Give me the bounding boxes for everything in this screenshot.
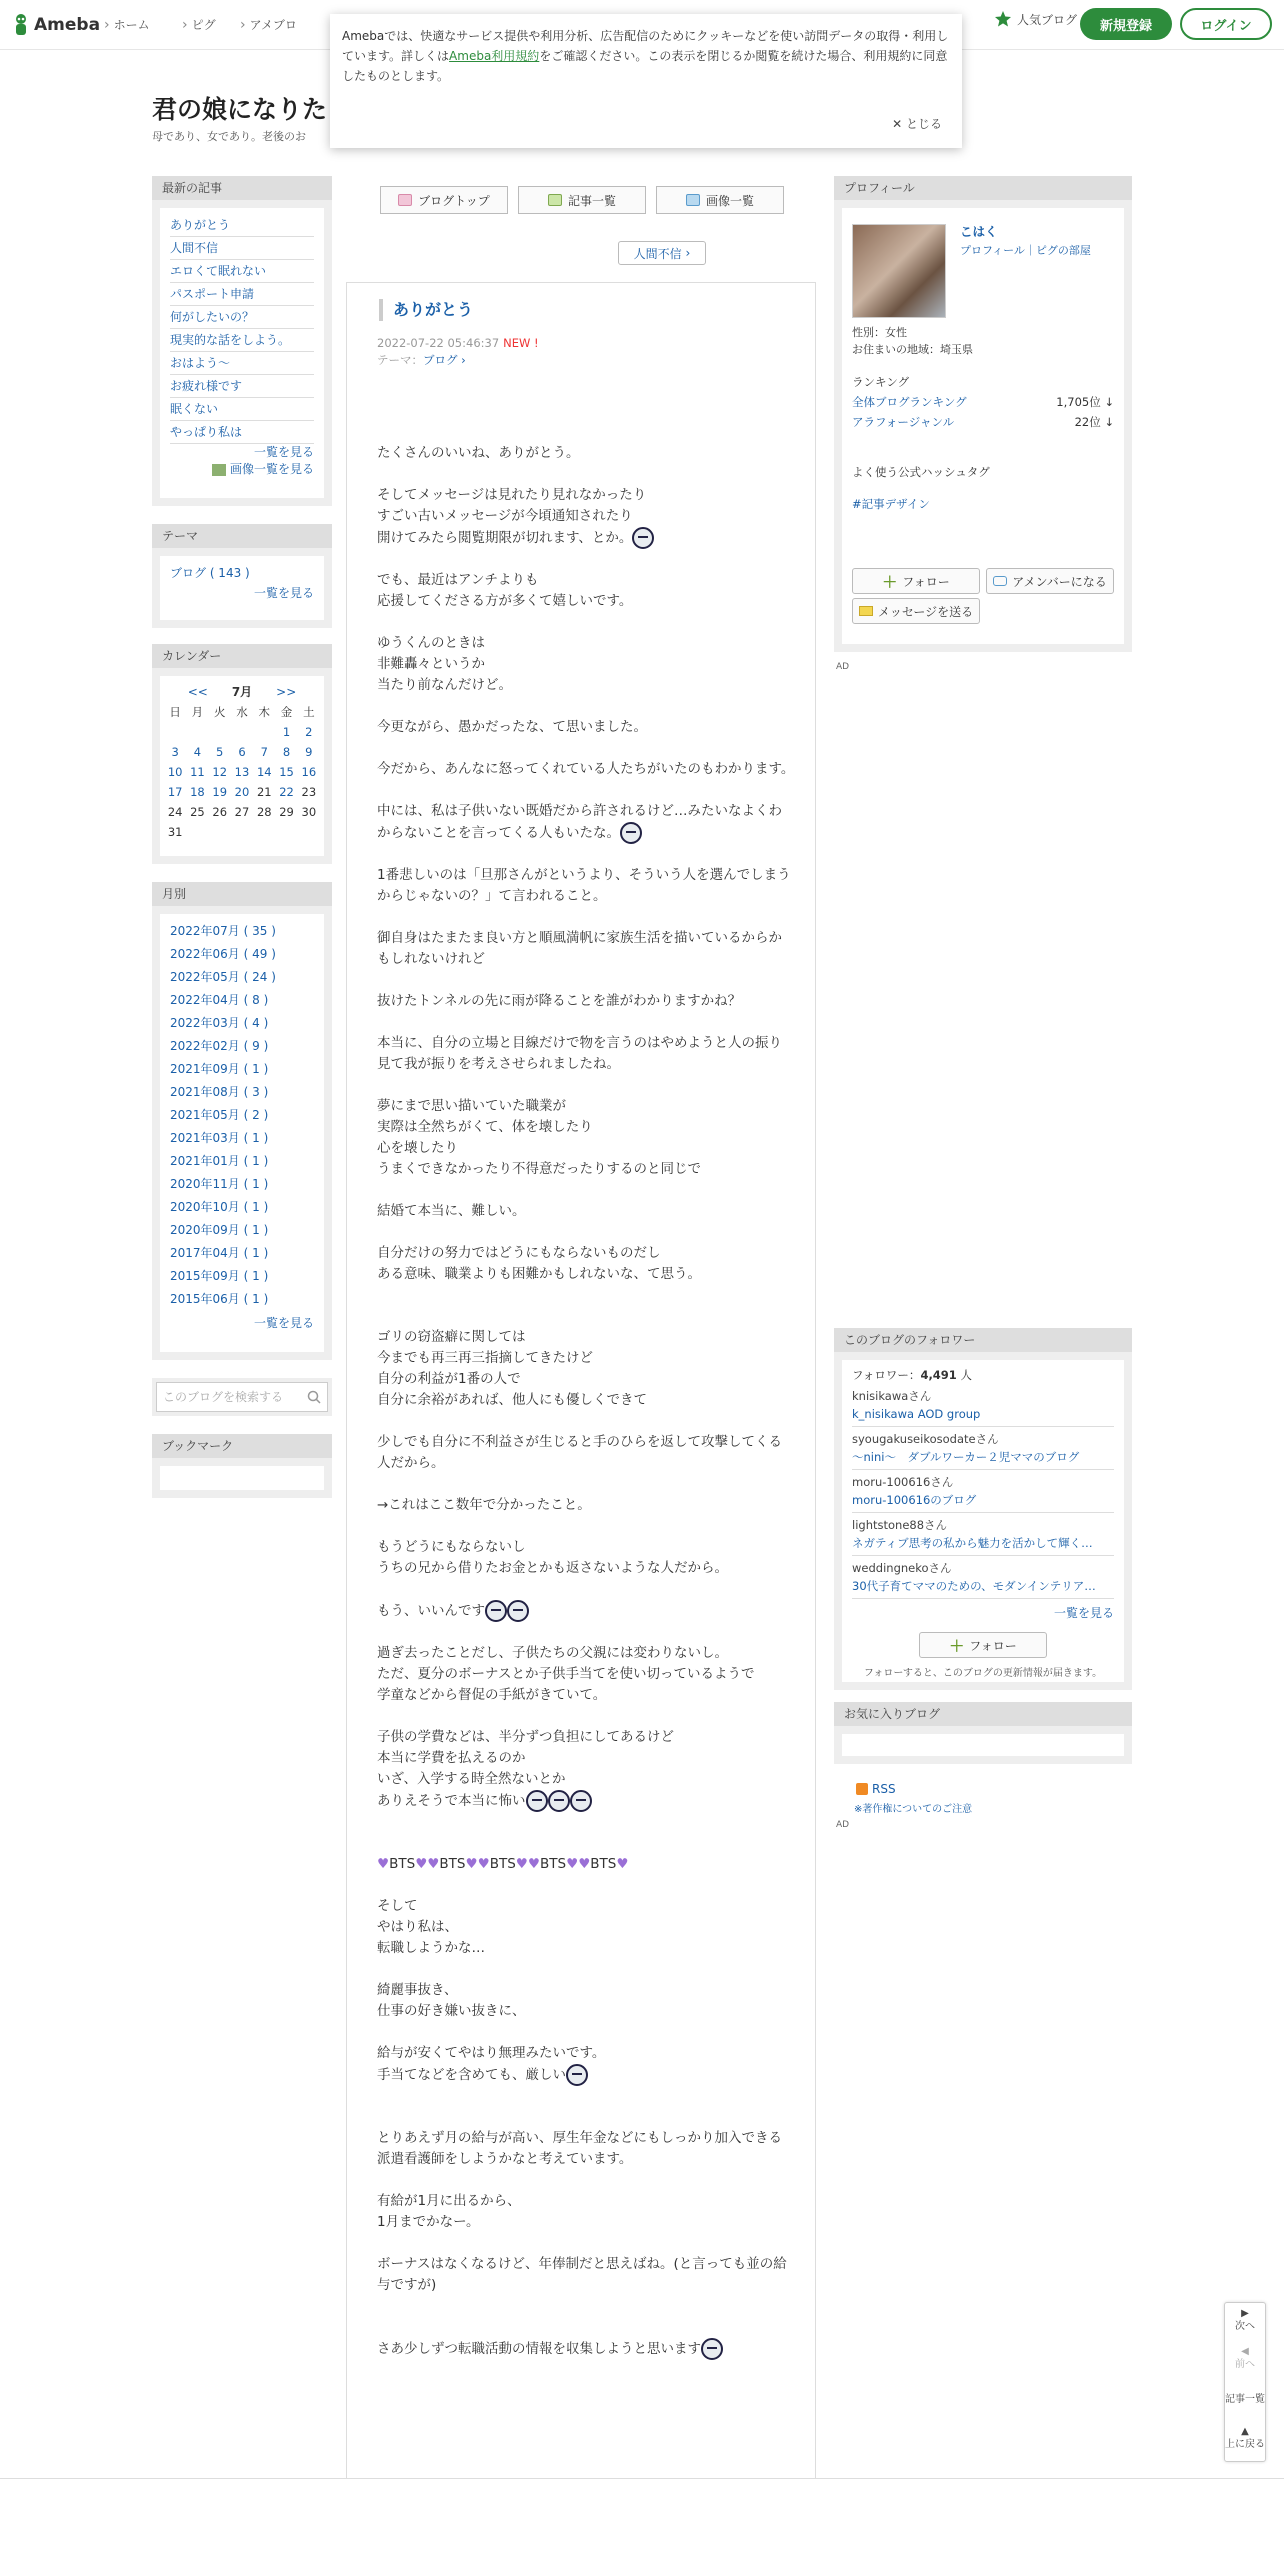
calendar-day[interactable]: 7	[260, 745, 268, 759]
close-icon: ✕	[892, 117, 906, 131]
prev-article-float-button[interactable]: ◀ 前へ	[1225, 2345, 1265, 2371]
article-theme-link[interactable]: ブログ	[423, 353, 458, 367]
calendar-prev-link[interactable]: <<	[187, 685, 208, 699]
calendar-day[interactable]: 8	[282, 745, 291, 759]
calendar-day: 29	[279, 805, 294, 819]
calendar-day[interactable]: 15	[279, 765, 294, 779]
favorite-blogs-heading: お気に入りブログ	[834, 1702, 1132, 1726]
monthly-archive-link[interactable]: 2017年04月 ( 1 )	[170, 1246, 269, 1260]
face-emoji-icon	[526, 1790, 548, 1812]
calendar-day[interactable]: 6	[238, 745, 246, 759]
article-paragraph: 有給が1月に出るから、 1月までかなー。	[377, 2193, 521, 2230]
calendar-weekday: 日	[169, 705, 181, 719]
purple-heart-icon: ♥	[427, 1856, 440, 1872]
recent-article-link[interactable]: おはよう〜	[170, 352, 314, 375]
calendar-day[interactable]: 10	[167, 765, 183, 779]
follower-item	[852, 1470, 1114, 1513]
monthly-archive-link[interactable]: 2020年11月 ( 1 )	[170, 1177, 269, 1191]
monthly-archive-link[interactable]: 2020年10月 ( 1 )	[170, 1200, 269, 1214]
bts-line: ♥BTS♥♥BTS♥♥BTS♥♥BTS♥♥BTS♥	[377, 1856, 629, 1872]
article-list-float-button[interactable]: 記事一覧	[1225, 2394, 1265, 2405]
face-emoji-icon	[548, 1790, 570, 1812]
cookie-text: Amebaでは、快適なサービス提供や利用分析、広告配信のためにクッキーなどを使い訪問データの取得・利用しています。詳しくはAmeba利用規約をご確認ください。この表示を閉じるか閲覧を続けた場合、利用規約に同意したものとします。	[342, 29, 949, 83]
calendar-day[interactable]: 18	[190, 785, 205, 799]
genre-ranking-link[interactable]: アラフォージャンル	[852, 415, 955, 429]
calendar-day: 28	[256, 805, 272, 819]
article-paragraph: 抜けたトンネルの先に雨が降ることを誰がわかりますかね？	[377, 993, 742, 1009]
calendar-weekday: 木	[258, 705, 271, 719]
calendar-day[interactable]: 1	[282, 725, 291, 739]
footer-divider	[0, 2478, 1284, 2479]
image-list-link[interactable]: 画像一覧を見る	[170, 461, 314, 478]
cookie-close-button[interactable]: ✕ とじる	[892, 117, 942, 131]
theme-box	[152, 524, 332, 628]
monthly-archive-link[interactable]: 2022年06月 ( 49 )	[170, 947, 276, 961]
up-icon: ▲	[1241, 2426, 1249, 2437]
monthly-archive-link[interactable]: 2020年09月 ( 1 )	[170, 1223, 269, 1237]
camera-icon	[686, 194, 700, 206]
article-paragraph: 今更ながら、愚かだったな、て思いました。	[377, 719, 647, 735]
monthly-archive-link[interactable]: 2021年09月 ( 1 )	[170, 1062, 269, 1076]
previous-article-button[interactable]: 人間不信 ›	[618, 241, 706, 265]
theme-heading: テーマ	[152, 524, 332, 548]
article-paragraph: 給与が安くてやはり無理みたいです。 手当てなどを含めても、厳しい	[377, 2043, 795, 2086]
calendar-box	[152, 644, 332, 864]
nav-ameblo[interactable]: › アメブロ	[240, 16, 297, 33]
register-button[interactable]: 新規登録	[1080, 8, 1172, 40]
profile-links[interactable]: プロフィール｜ピグの部屋	[960, 244, 1091, 257]
monthly-archive-link[interactable]: 2022年02月 ( 9 )	[170, 1039, 269, 1053]
article-paragraph: 夢にまで思い描いていた職業が 実際は全然ちがくて、体を壊したり 心を壊したり うまくできなかったり不得意だったりするのと同じで	[377, 1098, 701, 1177]
article-paragraph: ゆうくんのときは 非難轟々というか 当たり前なんだけど。	[377, 635, 512, 693]
article-paragraph: 御自身はたまたま良い方と順風満帆に家族生活を描いているからかもしれないけれど	[377, 930, 782, 967]
calendar-day[interactable]: 14	[256, 765, 272, 779]
article-paragraph: →これはここ数年で分かったこと。	[377, 1497, 591, 1513]
blog-description: 母であり、女であり。老後のお	[152, 130, 306, 143]
monthly-archive-list	[170, 920, 314, 1311]
login-button[interactable]: ログイン	[1180, 8, 1272, 40]
tab-image-list[interactable]: 画像一覧	[656, 186, 784, 214]
calendar-weekday: 金	[280, 705, 293, 719]
profile-avatar[interactable]	[852, 224, 946, 318]
follow-button-2[interactable]: ＋ フォロー	[919, 1632, 1047, 1658]
face-emoji-icon	[570, 1790, 592, 1812]
calendar-day: 24	[167, 805, 183, 819]
article-paragraph: 過ぎ去ったことだし、子供たちの父親には変わりないし。 ただ、夏分のボーナスとか子供手当てを使い切っているようで 学童などから督促の手紙がきていて。	[377, 1645, 755, 1703]
overall-ranking-link[interactable]: 全体ブログランキング	[852, 395, 967, 409]
ad-label: AD	[836, 662, 850, 672]
monthly-archive-link[interactable]: 2022年04月 ( 8 )	[170, 993, 269, 1007]
article-body	[377, 443, 795, 2381]
copyright-link[interactable]: ※著作権についてのご注意	[854, 1804, 973, 1815]
article-paragraph: でも、最近はアンチよりも 応援してくださる方が多くて嬉しいです。	[377, 572, 633, 609]
calendar-day: 31	[167, 825, 183, 839]
calendar-day[interactable]: 3	[171, 745, 179, 759]
calendar-month: 7月	[231, 685, 253, 699]
face-emoji-icon	[485, 1600, 507, 1622]
article-paragraph: 綺麗事抜き、 仕事の好き嫌い抜きに、	[377, 1982, 526, 2019]
calendar-weekday: 火	[213, 705, 226, 719]
image-icon	[212, 464, 226, 476]
follower-blog-link[interactable]: ～nini～ ダブルワーカー２児ママのブログ	[852, 1450, 1080, 1464]
envelope-icon	[859, 606, 873, 616]
logo-text: Ameba	[34, 15, 101, 35]
chevron-right-icon: ›	[457, 353, 466, 367]
recent-article-link[interactable]: パスポート申請	[170, 283, 314, 306]
article-paragraph	[377, 1833, 795, 1875]
followers-heading: このブログのフォロワー	[834, 1328, 1132, 1352]
article-paragraph: 自分だけの努力ではどうにもならないものだし ある意味、職業よりも困難かもしれないな、て思う。	[377, 1245, 701, 1282]
calendar-day[interactable]: 16	[301, 765, 317, 779]
recent-article-link[interactable]: 何がしたいの？	[170, 306, 314, 329]
follower-name: knisikawaさん	[852, 1389, 932, 1403]
message-button[interactable]: メッセージを送る	[852, 598, 980, 624]
monthly-archive-link[interactable]: 2022年05月 ( 24 )	[170, 970, 276, 984]
follow-button[interactable]: ＋ フォロー	[852, 568, 980, 594]
notebook-icon	[398, 194, 412, 206]
chevron-right-icon: ›	[681, 246, 691, 260]
profile-area: お住まいの地域：埼玉県	[852, 343, 973, 356]
monthly-archive-link[interactable]: 2022年07月 ( 35 )	[170, 924, 276, 938]
article-title[interactable]: ありがとう	[379, 299, 473, 321]
amember-button[interactable]: アメンバーになる	[986, 568, 1114, 594]
article-paragraph: もうどうにもならないし うちの兄から借りたお金とかも返さないような人だから。	[377, 1539, 728, 1576]
calendar-day: 25	[190, 805, 205, 819]
calendar-day	[209, 822, 231, 842]
article-paragraph: ボーナスはなくなるけど、年俸制だと思えばね。(と言っても並の給与ですが)	[377, 2256, 787, 2293]
calendar-day[interactable]: 4	[193, 745, 202, 759]
calendar-day[interactable]: 19	[212, 785, 228, 799]
purple-heart-icon: ♥	[477, 1856, 490, 1872]
new-badge: NEW !	[503, 336, 539, 350]
calendar-day[interactable]: 2	[305, 725, 313, 739]
calendar-day: 23	[301, 785, 317, 799]
recent-article-link[interactable]: 現実的な話をしよう。	[170, 329, 314, 352]
theme-more-link[interactable]: 一覧を見る	[253, 586, 314, 600]
terms-link[interactable]: Ameba利用規約	[449, 49, 540, 63]
floating-article-nav	[1224, 2302, 1266, 2462]
blog-search-input[interactable]: このブログを検索する	[156, 1382, 328, 1412]
article-paragraph: 本当に、自分の立場と目線だけで物を言うのはやめようと人の振り見て我が振りを考えさせられましたね。	[377, 1035, 782, 1072]
article-meta: 2022-07-22 05:46:37 NEW ! テーマ：ブログ ›	[377, 336, 539, 367]
follower-blog-link[interactable]: 30代子育てママのための、モダンインテリア…	[852, 1579, 1096, 1593]
search-box	[152, 1378, 332, 1416]
article-paragraph: 今だから、あんなに怒ってくれている人たちがいたのもわかります。	[377, 761, 795, 777]
monthly-archive-box	[152, 882, 332, 1360]
purple-heart-icon: ♥	[527, 1856, 540, 1872]
article-paragraph: 1番悲しいのは「旦那さんがというより、そういう人を選んでしまうからじゃないの？」て言われること。	[377, 867, 791, 904]
calendar-day: 26	[212, 805, 228, 819]
blog-title[interactable]: 君の娘になりた	[152, 95, 328, 124]
followers-box	[834, 1328, 1132, 1690]
ad-label-2: AD	[836, 1820, 850, 1830]
calendar-day[interactable]: 11	[190, 765, 205, 779]
rss-icon	[856, 1783, 868, 1795]
bookmark-box	[152, 1434, 332, 1498]
calendar-day	[186, 722, 208, 742]
calendar-day	[231, 822, 253, 842]
follower-item	[852, 1384, 1114, 1427]
follower-name: moru-100616さん	[852, 1475, 954, 1489]
purple-heart-icon: ♥	[566, 1856, 579, 1872]
article-paragraph: ゴリの窃盗癖に関しては 今までも再三再三指摘してきたけど 自分の利益が1番の人で 自分に余裕があれば、他人にも優しくできて	[377, 1329, 647, 1408]
article-paragraph: たくさんのいいね、ありがとう。	[377, 445, 580, 461]
favorite-blogs-box	[834, 1702, 1132, 1764]
follower-name: syougakuseikosodateさん	[852, 1432, 999, 1446]
calendar-day	[231, 722, 253, 742]
calendar-day	[253, 822, 275, 842]
ranking-heading: ランキング	[852, 375, 910, 389]
article	[346, 282, 816, 2478]
calendar-day	[186, 822, 208, 842]
calendar-day	[275, 822, 297, 842]
article-paragraph: さあ少しずつ転職活動の情報を収集しようと思います	[377, 2317, 795, 2360]
monthly-archive-link[interactable]: 2021年05月 ( 2 )	[170, 1108, 269, 1122]
tab-blog-top[interactable]: ブログトップ	[380, 186, 508, 214]
popular-blog-link[interactable]	[994, 10, 1077, 28]
purple-heart-icon: ♥	[377, 1856, 390, 1872]
monthly-archive-link[interactable]: 2015年09月 ( 1 )	[170, 1269, 269, 1283]
theme-blog-link[interactable]: ブログ ( 143 )	[170, 566, 250, 580]
popular-blog-label: 人気ブログ	[1017, 12, 1078, 27]
profile-gender: 性別：女性	[852, 326, 907, 339]
recent-article-link[interactable]: お疲れ様です	[170, 375, 314, 398]
calendar-next-link[interactable]: >>	[276, 685, 297, 699]
followers-more-link[interactable]: 一覧を見る	[1053, 1606, 1114, 1620]
purple-heart-icon: ♥	[578, 1856, 591, 1872]
calendar-day	[209, 722, 231, 742]
follower-list	[852, 1384, 1114, 1599]
calendar-weekday: 水	[236, 705, 248, 719]
rss-link[interactable]: RSS	[856, 1782, 896, 1796]
article-paragraph: 少しでも自分に不利益さが生じると手のひらを返して攻撃してくる人だから。	[377, 1434, 782, 1471]
calendar-day[interactable]: 22	[279, 785, 294, 799]
follow-note: フォローすると、このブログの更新情報が届きます。	[863, 1668, 1103, 1679]
monthly-heading: 月別	[152, 882, 332, 906]
article-paragraph: もう、いいんです	[377, 1600, 795, 1622]
cookie-consent-popup	[330, 14, 962, 148]
plus-icon: ＋	[882, 572, 898, 591]
calendar-day: 27	[234, 805, 250, 819]
recent-article-link[interactable]: エロくて眠れない	[170, 260, 314, 283]
play-icon: ▶	[1241, 2308, 1249, 2319]
overall-ranking-value: 1,705位 ↓	[1056, 395, 1114, 409]
follower-item	[852, 1427, 1114, 1470]
calendar-weekday: 月	[191, 705, 204, 719]
purple-heart-icon: ♥	[616, 1856, 629, 1872]
back-icon: ◀	[1241, 2346, 1249, 2357]
recent-article-link[interactable]: やっぱり私は	[170, 421, 314, 444]
calendar-grid	[164, 702, 320, 842]
follower-count: フォロワー：4,491 人	[852, 1368, 972, 1382]
calendar-heading: カレンダー	[152, 644, 332, 668]
calendar-day: 30	[301, 805, 317, 819]
face-emoji-icon	[620, 822, 642, 844]
calendar-day[interactable]: 5	[216, 745, 224, 759]
plus-icon: ＋	[949, 1636, 965, 1655]
member-icon	[993, 576, 1007, 586]
calendar-day: 21	[256, 785, 272, 799]
face-emoji-icon	[566, 2064, 588, 2086]
calendar-day[interactable]: 9	[305, 745, 313, 759]
recent-articles-list	[170, 214, 314, 444]
purple-heart-icon: ♥	[515, 1856, 528, 1872]
calendar-weekday: 土	[303, 705, 315, 719]
recent-article-link[interactable]: 眠くない	[170, 398, 314, 421]
calendar-day[interactable]: 12	[212, 765, 228, 779]
genre-ranking-value: 22位 ↓	[1074, 415, 1114, 429]
face-emoji-icon	[701, 2338, 723, 2360]
monthly-archive-link[interactable]: 2021年01月 ( 1 )	[170, 1154, 269, 1168]
article-date: 2022-07-22 05:46:37	[377, 336, 500, 350]
document-icon	[548, 194, 562, 206]
star-icon	[994, 10, 1012, 28]
recent-articles-box	[152, 176, 332, 506]
nav-home[interactable]: › ホーム	[104, 16, 150, 33]
recent-article-link[interactable]: 人間不信	[170, 237, 314, 260]
article-paragraph: 結婚て本当に、難しい。	[377, 1203, 526, 1219]
search-icon[interactable]	[307, 1390, 321, 1404]
hashtag-link[interactable]: #記事デザイン	[852, 497, 930, 511]
follower-item	[852, 1556, 1114, 1599]
hashtag-heading: よく使う公式ハッシュタグ	[852, 465, 990, 479]
article-paragraph: そして やはり私は、 転職しようかな…	[377, 1898, 485, 1956]
purple-heart-icon: ♥	[415, 1856, 428, 1872]
follower-blog-link[interactable]: moru-100616のブログ	[852, 1493, 977, 1507]
recent-more-link[interactable]: 一覧を見る	[253, 445, 314, 459]
article-paragraph: 子供の学費などは、半分ずつ負担にしてあるけど 本当に学費を払えるのか いざ、入学する時全然ないとか ありえそうで本当に怖い	[377, 1727, 795, 1812]
follower-name: weddingnekoさん	[852, 1561, 952, 1575]
tab-article-list[interactable]: 記事一覧	[518, 186, 646, 214]
monthly-archive-link[interactable]: 2021年08月 ( 3 )	[170, 1085, 269, 1099]
follower-item	[852, 1513, 1114, 1556]
face-emoji-icon	[507, 1600, 529, 1622]
monthly-archive-link[interactable]: 2021年03月 ( 1 )	[170, 1131, 269, 1145]
monthly-archive-link[interactable]: 2015年06月 ( 1 )	[170, 1292, 269, 1306]
article-paragraph: とりあえず月の給与が高い、厚生年金などにもしっかり加入できる派遣看護師をしようかなと考えています。	[377, 2130, 782, 2167]
calendar-day[interactable]: 13	[234, 765, 250, 779]
calendar-day[interactable]: 17	[167, 785, 183, 799]
profile-name[interactable]: こはく	[960, 224, 998, 239]
profile-box	[834, 176, 1132, 652]
ameba-logo[interactable]	[12, 12, 100, 38]
article-paragraph: 中には、私は子供いない既婚だから許されるけど…みたいなよくわからないことを言ってくる人もいたな。	[377, 801, 795, 844]
calendar-day	[253, 722, 275, 742]
calendar-day	[298, 822, 320, 842]
follower-blog-link[interactable]: ネガティブ思考の私から魅力を活かして輝く…	[852, 1536, 1093, 1550]
bookmark-heading: ブックマーク	[152, 1434, 332, 1458]
calendar-day	[164, 722, 186, 742]
recent-articles-heading: 最新の記事	[152, 176, 332, 200]
ameba-logo-icon	[12, 13, 30, 37]
follower-blog-link[interactable]: k_nisikawa AOD group	[852, 1407, 981, 1421]
nav-pigg[interactable]: › ピグ	[182, 16, 216, 33]
back-to-top-button[interactable]: ▲ 上に戻る	[1225, 2426, 1265, 2450]
follower-name: lightstone88さん	[852, 1518, 948, 1532]
monthly-more-link[interactable]: 一覧を見る	[253, 1316, 314, 1330]
recent-article-link[interactable]: ありがとう	[170, 214, 314, 237]
face-emoji-icon	[632, 527, 654, 549]
profile-heading: プロフィール	[834, 176, 1132, 200]
article-paragraph: そしてメッセージは見れたり見れなかったり すごい古いメッセージが今頃通知されたり 開けてみたら閲覧期限が切れます、とか。	[377, 485, 795, 549]
monthly-archive-link[interactable]: 2022年03月 ( 4 )	[170, 1016, 269, 1030]
purple-heart-icon: ♥	[465, 1856, 478, 1872]
next-article-button[interactable]: ▶ 次へ	[1225, 2307, 1265, 2333]
calendar-day[interactable]: 20	[234, 785, 250, 799]
